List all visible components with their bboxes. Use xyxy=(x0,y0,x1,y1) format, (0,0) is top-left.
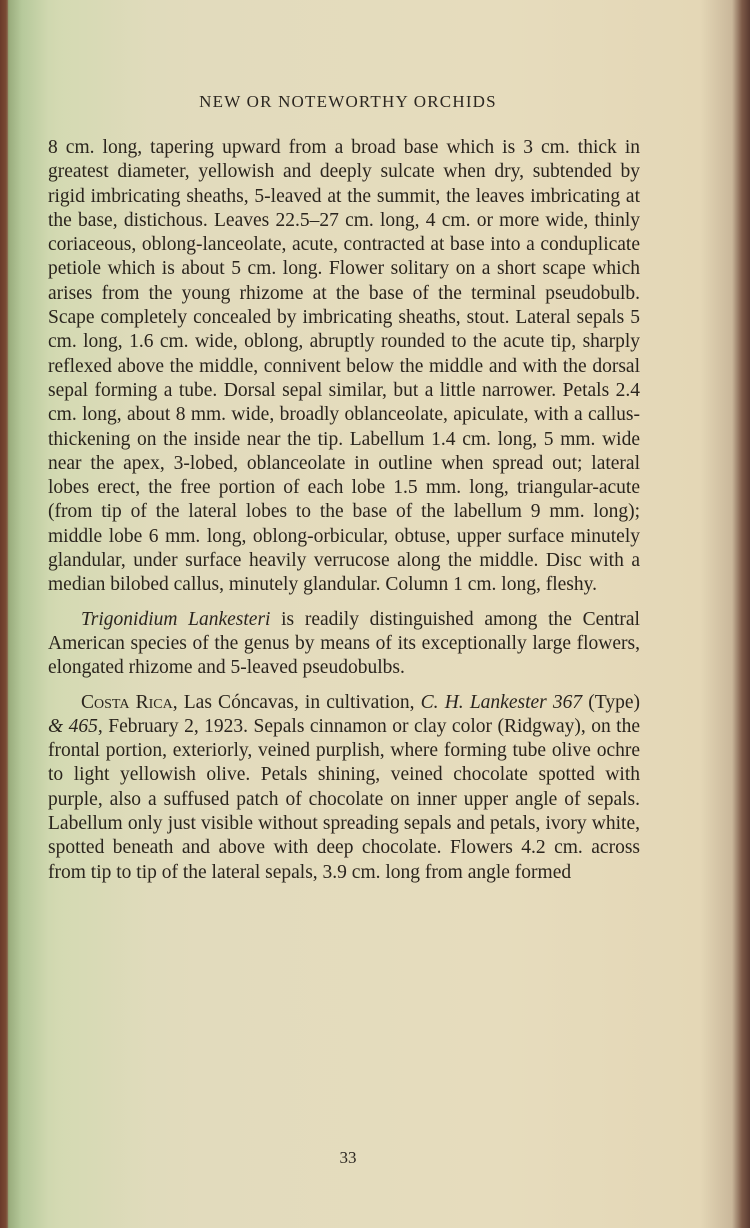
specimen-notes: , February 2, 1923. Sepals cinnamon or clay color (Ridgway), on the frontal portion, exteriorly, veined purplish, where forming tube olive ochre to light yellowish olive. Petals shining, veined chocolate spotted with purple, also a suffused patch of chocolate on inner upper angle of sepals. Labellum only just visible without spreading sepals and petals, ivory white, spotted beneath and above with deep chocolate. Flowers 4.2 cm. across from tip to tip of the lateral sepals, 3.9 cm. long from angle formed xyxy=(48,715,640,883)
ampersand: & xyxy=(48,715,64,737)
page xyxy=(8,0,736,1228)
diagnosis-text: is readily distinguished among the Central American species of the genus by means of its exceptionally large flowers, elongated rhizome and 5-leaved pseudobulbs. xyxy=(48,608,640,679)
description-paragraph: 8 cm. long, tapering upward from a broad base which is 3 cm. thick in greatest diameter, yellowish and deeply sulcate when dry, subtended by rigid imbricating sheaths, 5-leaved at the summit, the leaves imbricating at the base, distichous. Leaves 22.5–27 cm. long, 4 cm. or more wide, thinly coriaceous, oblong-lanceolate, acute, contracted at base into a conduplicate petiole which is about 5 cm. long. Flower solitary on a short scape which arises from the young rhizome at the base of the terminal pseudobulb. Scape completely concealed by imbricating sheaths, stout. Lateral sepals 5 cm. long, 1.6 cm. wide, oblong, abruptly rounded to the acute tip, sharply reflexed above the middle, connivent below the middle and with the dorsal sepal forming a tube. Dorsal sepal similar, but a little narrower. Petals 2.4 cm. long, about 8 mm. wide, broadly oblanceolate, apiculate, with a callus-thickening on the inside near the tip. Labellum 1.4 cm. long, 5 mm. wide near the apex, 3-lobed, oblanceolate in outline when spread out; lateral lobes erect, the free portion of each lobe 1.5 mm. long, triangular-acute (from tip of the lateral lobes to the base of the labellum 9 mm. long); middle lobe 6 mm. long, oblong-orbicular, obtuse, upper surface minutely glandular, under surface heavily verrucose along the middle. Disc with a median bilobed callus, minutely glandular. Column 1 cm. long, fleshy. xyxy=(48,137,640,596)
country-name: Costa Rica xyxy=(81,691,173,713)
type-label: (Type) xyxy=(582,691,640,713)
locality-text: , Las Cóncavas, in cultivation, xyxy=(172,691,421,713)
collection-number: 465 xyxy=(68,715,98,737)
collector-name: C. H. Lankester 367 xyxy=(420,691,583,713)
page-number: 33 xyxy=(339,1148,357,1167)
body-text xyxy=(48,136,640,885)
diagnosis-paragraph xyxy=(48,608,640,681)
specimen-paragraph xyxy=(48,691,640,885)
running-header: NEW OR NOTEWORTHY ORCHIDS xyxy=(199,92,497,111)
species-name: Trigonidium Lankesteri xyxy=(81,608,271,630)
